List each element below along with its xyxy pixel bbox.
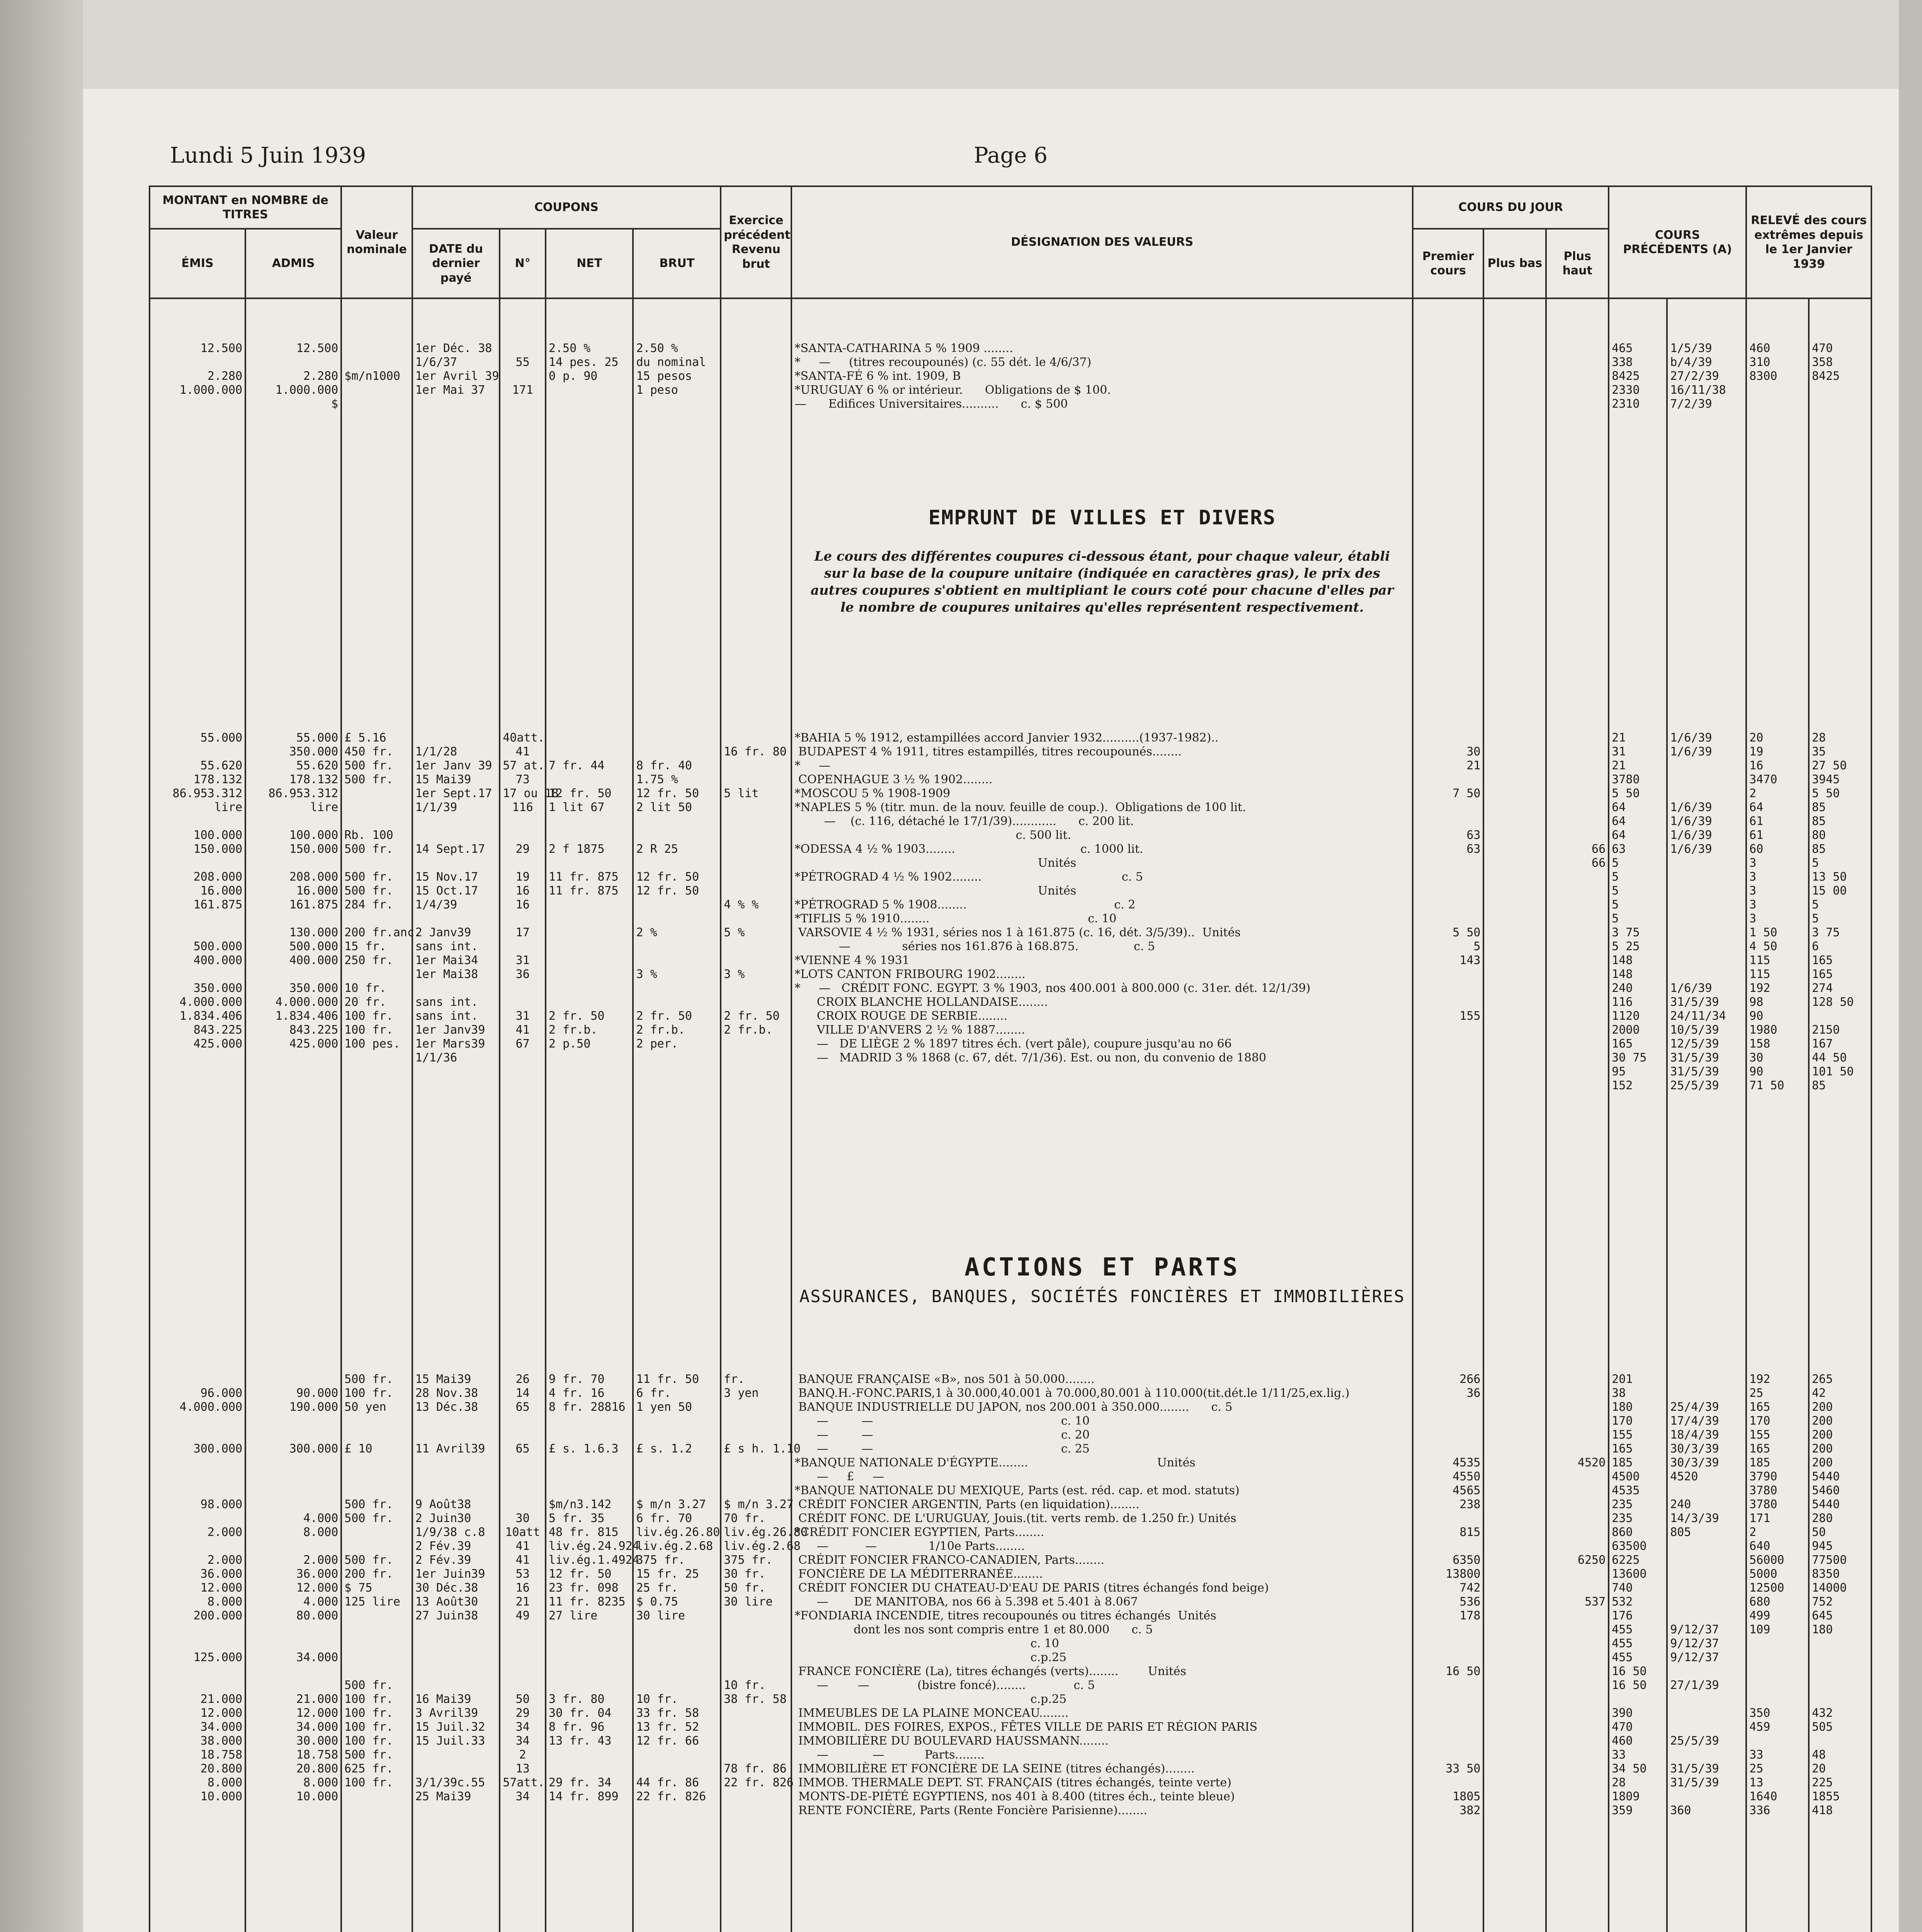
cell-emis: 96.000 4.000.000 300.000 98.000 2.000 2.000 36.000 12.000 8.000 200.000 125.000 21.000 12.000 34.000 38.000 18.758 20.800 8.000 10.000: [150, 1372, 245, 1883]
header-cours-jour: COURS DU JOUR: [1413, 186, 1609, 229]
cell-valeur: 500 fr. 100 fr. 50 yen £ 10 500 fr. 500 fr. 500 fr. 200 fr. $ 75 125 lire 500 fr. 100 fr. 100 fr. 100 fr. 100 fr. 500 fr. 625 fr. 100 fr.: [341, 1372, 412, 1883]
header-designation: DÉSIGNATION DES VALEURS: [791, 186, 1413, 298]
cell-releve-bas: 192 25 165 170 155 165 185 3790 3780 3780 171 2 640 56000 5000 12500 680 499 109 350 459 33 25 13 1640 336: [1746, 1372, 1809, 1883]
block-row: [150, 731, 1871, 1214]
cell-no: 26 14 65 65 30 10att 41 41 53 16 21 49 50 29 34 34 2 13 57att. 34: [500, 1372, 546, 1883]
header-emis: ÉMIS: [150, 229, 245, 298]
cell-prec-date: 1/6/39 1/6/39 1/6/39 1/6/39 1/6/39 1/6/39 1/6/39 31/5/39 24/11/34 10/5/39 12/5/39 31/5/39 31/5/39 25/5/39: [1667, 731, 1746, 1214]
header-brut: BRUT: [633, 229, 721, 298]
header-plus-bas: Plus bas: [1483, 229, 1546, 298]
header-date-dernier: DATE du dernier payé: [412, 229, 500, 298]
cell-brut: 2.50 % du nominal 15 pesos 1 peso: [633, 298, 721, 437]
header-plus-haut: Plus haut: [1546, 229, 1609, 298]
cell-plus-bas: [1483, 1372, 1546, 1883]
cell-no: 40att. 41 57 at. 73 17 ou 18 116 29 19 16 16 17 31 36 31 41 67: [500, 731, 546, 1214]
cell-net: 2.50 % 14 pes. 25 0 p. 90: [546, 298, 633, 437]
cell-exercice: 16 fr. 80 5 lit 4 % % 5 % 3 % 2 fr. 50 2 fr.b.: [721, 731, 791, 1214]
header-valeur: Valeur nominale: [341, 186, 412, 298]
cell-plus-haut: [1546, 298, 1609, 437]
block-row: [150, 1372, 1871, 1883]
cell-releve-bas: 20 19 16 3470 2 64 61 61 60 3 3 3 3 3 1 50 4 50 115 115 192 98 90 1980 158 30 90 71 50: [1746, 731, 1809, 1214]
cell-admis: 55.000 350.000 55.620 178.132 86.953.312 lire 100.000 150.000 208.000 16.000 161.875 130.000 500.000 400.000 350.000 4.000.000 1.834.406 843.225 425.000: [245, 731, 341, 1214]
cell-plus-bas: [1483, 298, 1546, 437]
header-net: NET: [546, 229, 633, 298]
cell-exercice: fr. 3 yen £ s h. 1.10 $ m/n 3.27 70 fr. liv.ég.26.80 liv.ég.2.68 375 fr. 30 fr. 50 fr. 30 lire 10 fr. 38 fr. 58 78 fr. 86 22 fr. 826: [721, 1372, 791, 1883]
cell-date: 15 Mai39 28 Nov.38 13 Déc.38 11 Avril39 9 Août38 2 Juin30 1/9/38 c.8 2 Fév.39 2 Fév.39 1er Juin39 30 Déc.38 13 Août30 27 Juin38 16 Mai39 3 Avril39 15 Juil.32 15 Juil.33 3/1/39c.55 25 Mai39: [412, 1372, 500, 1883]
section-note-emprunts: Le cours des différentes coupures ci-dessous étant, pour chaque valeur, établi sur la base de la coupure unitaire (indiquée en caractères gras), le prix des autres coupures s'obtient en multipliant le cours coté pour chacune d'elles par le nombre de coupures unitaires qu'elles représentent respectivement.: [810, 549, 1394, 615]
cell-prec-date: 25/4/39 17/4/39 18/4/39 30/3/39 30/3/39 4520 240 14/3/39 805 9/12/37 9/12/37 9/12/37 27/1/39 25/5/39 31/5/39 31/5/39 360: [1667, 1372, 1746, 1883]
cell-plus-bas: [1483, 731, 1546, 1214]
scan-left-edge: [0, 0, 83, 1932]
cell-emis: 55.000 55.620 178.132 86.953.312 lire 100.000 150.000 208.000 16.000 161.875 500.000 400.000 350.000 4.000.000 1.834.406 843.225 425.000: [150, 731, 245, 1214]
cell-net: 7 fr. 44 12 fr. 50 1 lit 67 2 f 1875 11 fr. 875 11 fr. 875 2 fr. 50 2 fr.b. 2 p.50: [546, 731, 633, 1214]
header-premier: Premier cours: [1413, 229, 1483, 298]
block-row: [150, 298, 1871, 437]
section-title-actions: ACTIONS ET PARTS: [964, 1253, 1240, 1282]
scan-right-edge: [1899, 0, 1922, 1932]
quotation-table: [149, 185, 1872, 1932]
cell-prec-cours: 201 38 180 170 155 165 185 4500 4535 235 235 860 63500 6225 13600 740 532 176 455 455 455 16 50 16 50 390 470 460 33 34 50 28 1809 359: [1609, 1372, 1667, 1883]
cell-exercice: [721, 298, 791, 437]
cell-net: 9 fr. 70 4 fr. 16 8 fr. 28816 £ s. 1.6.3 $m/n3.142 5 fr. 35 48 fr. 815 liv.ég.24.924 liv.ég.1.4924 12 fr. 50 23 fr. 098 11 fr. 8235 27 lire 3 fr. 80 30 fr. 04 8 fr. 96 13 fr. 43 29 fr. 34 14 fr. 899: [546, 1372, 633, 1883]
cell-valeur: $m/n1000: [341, 298, 412, 437]
page-date: Lundi 5 Juin 1939: [170, 143, 366, 168]
cell-admis: 90.000 190.000 300.000 4.000 8.000 2.000 36.000 12.000 4.000 80.000 34.000 21.000 12.000 34.000 30.000 18.758 20.800 8.000 10.000: [245, 1372, 341, 1883]
cell-prec-cours: 465 338 8425 2330 2310: [1609, 298, 1667, 437]
cell-valeur: £ 5.16 450 fr. 500 fr. 500 fr. Rb. 100 500 fr. 500 fr. 500 fr. 284 fr. 200 fr.anc. 15 fr. 250 fr. 10 fr. 20 fr. 100 fr. 100 fr. 100 pes.: [341, 731, 412, 1214]
section-subtitle-actions: ASSURANCES, BANQUES, SOCIÉTÉS FONCIÈRES ET IMMOBILIÈRES: [799, 1287, 1405, 1306]
header-cours-precedents: COURS PRÉCÉDENTS (A): [1609, 186, 1746, 298]
cell-designation: *SANTA-CATHARINA 5 % 1909 ........ * — (titres recoupounés) (c. 55 dét. le 4/6/37) *SANTA-FÉ 6 % int. 1909, B *URUGUAY 6 % or intérieur. Obligations de $ 100. — Edifices Universitaires.......... c. $ 500: [791, 298, 1413, 437]
cell-releve-haut: 470 358 8425: [1809, 298, 1871, 437]
header-admis: ADMIS: [245, 229, 341, 298]
cell-date: 1er Déc. 38 1/6/37 1er Avril 39 1er Mai 37: [412, 298, 500, 437]
header-no: N°: [500, 229, 546, 298]
cell-no: 55 171: [500, 298, 546, 437]
cell-date: 1/1/28 1er Janv 39 15 Mai39 1er Sept.17 1/1/39 14 Sept.17 15 Nov.17 15 Oct.17 1/4/39 2 Janv39 sans int. 1er Mai34 1er Mai38 sans int. sans int. 1er Janv39 1er Mars39 1/1/36: [412, 731, 500, 1214]
header-exercice: Exercice précédent Revenu brut: [721, 186, 791, 298]
cell-premier: [1413, 298, 1483, 437]
cell-premier: 30 21 7 50 63 63 5 50 5 143 155: [1413, 731, 1483, 1214]
cell-prec-date: 1/5/39 b/4/39 27/2/39 16/11/38 7/2/39: [1667, 298, 1746, 437]
page-number: Page 6: [974, 143, 1048, 168]
cell-plus-haut: 66 66: [1546, 731, 1609, 1214]
cell-plus-haut: 4520 6250 537: [1546, 1372, 1609, 1883]
cell-prec-cours: 21 31 21 3780 5 50 64 64 64 63 5 5 5 5 5 3 75 5 25 148 148 240 116 1120 2000 165 30 75 95 152: [1609, 731, 1667, 1214]
cell-designation: *BAHIA 5 % 1912, estampillées accord Janvier 1932..........(1937-1982).. BUDAPEST 4 % 1911, titres estampillés, titres recoupounés........ * — COPENHAGUE 3 ½ % 1902........ *MOSCOU 5 % 1908-1909 *NAPLES 5 % (titr. mun. de la nouv. feuille de coup.). Obligations de 100 lit. — (c. 116, détaché le 17/1/39)............ c. 200 lit. c. 500 lit. *ODESSA 4 ½ % 1903........ c. 1000 lit. Unités *PÉTROGRAD 4 ½ % 1902........ c. 5 Unités *PÉTROGRAD 5 % 1908........ c. 2 *TIFLIS 5 % 1910........ c. 10 VARSOVIE 4 ½ % 1931, séries nos 1 à 161.875 (c. 16, dét. 3/5/39).. Unités — séries nos 161.876 à 168.875. c. 5 *VIENNE 4 % 1931 *LOTS CANTON FRIBOURG 1902........ * — CRÉDIT FONC. EGYPT. 3 % 1903, nos 400.001 à 800.000 (c. 31er. dét. 12/1/39) CROIX BLANCHE HOLLANDAISE........ CROIX ROUGE DE SERBIE........ VILLE D'ANVERS 2 ½ % 1887........ — DE LIÈGE 2 % 1897 titres éch. (vert pâle), coupure jusqu'au no 66 — MADRID 3 % 1868 (c. 67, dét. 7/1/36). Est. ou non, du convenio de 1880: [791, 731, 1413, 1214]
header-releve: RELEVÉ des cours extrêmes depuis le 1er Janvier 1939: [1746, 186, 1871, 298]
cell-designation: BANQUE FRANÇAISE «B», nos 501 à 50.000........ BANQ.H.-FONC.PARIS,1 à 30.000,40.001 à 70.000,80.001 à 110.000(tit.dét.le 1/11/25,ex.lig.) BANQUE INDUSTRIELLE DU JAPON, nos 200.001 à 350.000........ c. 5 — — c. 10 — — c. 20 — — c. 25 *BANQUE NATIONALE D'ÉGYPTE........ Unités — £ — *BANQUE NATIONALE DU MEXIQUE, Parts (est. réd. cap. et mod. statuts) CRÉDIT FONCIER ARGENTIN, Parts (en liquidation)........ CRÉDIT FONC. DE L'URUGUAY, Jouis.(tit. verts remb. de 1.250 fr.) Unités *CRÉDIT FONCIER EGYPTIEN, Parts........ — — 1/10e Parts........ CRÉDIT FONCIER FRANCO-CANADIEN, Parts........ FONCIÈRE DE LA MÉDITERRANÉE........ CRÉDIT FONCIER DU CHATEAU-D'EAU DE PARIS (titres échangés fond beige) — DE MANITOBA, nos 66 à 5.398 et 5.401 à 8.067 *FONDIARIA INCENDIE, titres recoupounés ou titres échangés Unités dont les nos sont compris entre 1 et 80.000 c. 5 c. 10 c.p.25 FRANCE FONCIÈRE (La), titres échangés (verts)........ Unités — — (bistre foncé)........ c. 5 c.p.25 IMMEUBLES DE LA PLAINE MONCEAU........ IMMOBIL. DES FOIRES, EXPOS., FÊTES VILLE DE PARIS ET RÉGION PARIS IMMOBILIÈRE DU BOULEVARD HAUSSMANN........ — — Parts........ IMMOBILIÈRE ET FONCIÈRE DE LA SEINE (titres échangés)........ IMMOB. THERMALE DEPT. ST. FRANÇAIS (titres échangés, teinte verte) MONTS-DE-PIÉTÉ EGYPTIENS, nos 401 à 8.400 (titres éch., teinte bleue) RENTE FONCIÈRE, Parts (Rente Foncière Parisienne)........: [791, 1372, 1413, 1883]
cell-brut: 8 fr. 40 1.75 % 12 fr. 50 2 lit 50 2 R 25 12 fr. 50 12 fr. 50 2 % 3 % 2 fr. 50 2 fr.b. 2 per.: [633, 731, 721, 1214]
cell-brut: 11 fr. 50 6 fr. 1 yen 50 £ s. 1.2 $ m/n 3.27 6 fr. 70 liv.ég.26.80 liv.ég.2.68 375 fr. 15 fr. 25 25 fr. $ 0.75 30 lire 10 fr. 33 fr. 58 13 fr. 52 12 fr. 66 44 fr. 86 22 fr. 826: [633, 1372, 721, 1883]
header-coupons: COUPONS: [412, 186, 721, 229]
cell-releve-haut: 265 42 200 200 200 200 200 5440 5460 5440 280 50 945 77500 8350 14000 752 645 180 432 505 48 20 225 1855 418: [1809, 1372, 1871, 1883]
cell-releve-haut: 28 35 27 50 3945 5 50 85 85 80 85 5 13 50 15 00 5 5 3 75 6 165 165 274 128 50 2150 167 44 50 101 50 85: [1809, 731, 1871, 1214]
cell-emis: 12.500 2.280 1.000.000: [150, 298, 245, 437]
cell-admis: 12.500 2.280 1.000.000 $: [245, 298, 341, 437]
header-montant: MONTANT en NOMBRE de TITRES: [150, 186, 341, 229]
cell-premier: 266 36 4535 4550 4565 238 815 6350 13800 742 536 178 16 50 33 50 1805 382: [1413, 1372, 1483, 1883]
cell-releve-bas: 460 310 8300: [1746, 298, 1809, 437]
section-title-emprunts: EMPRUNT DE VILLES ET DIVERS: [928, 506, 1276, 529]
